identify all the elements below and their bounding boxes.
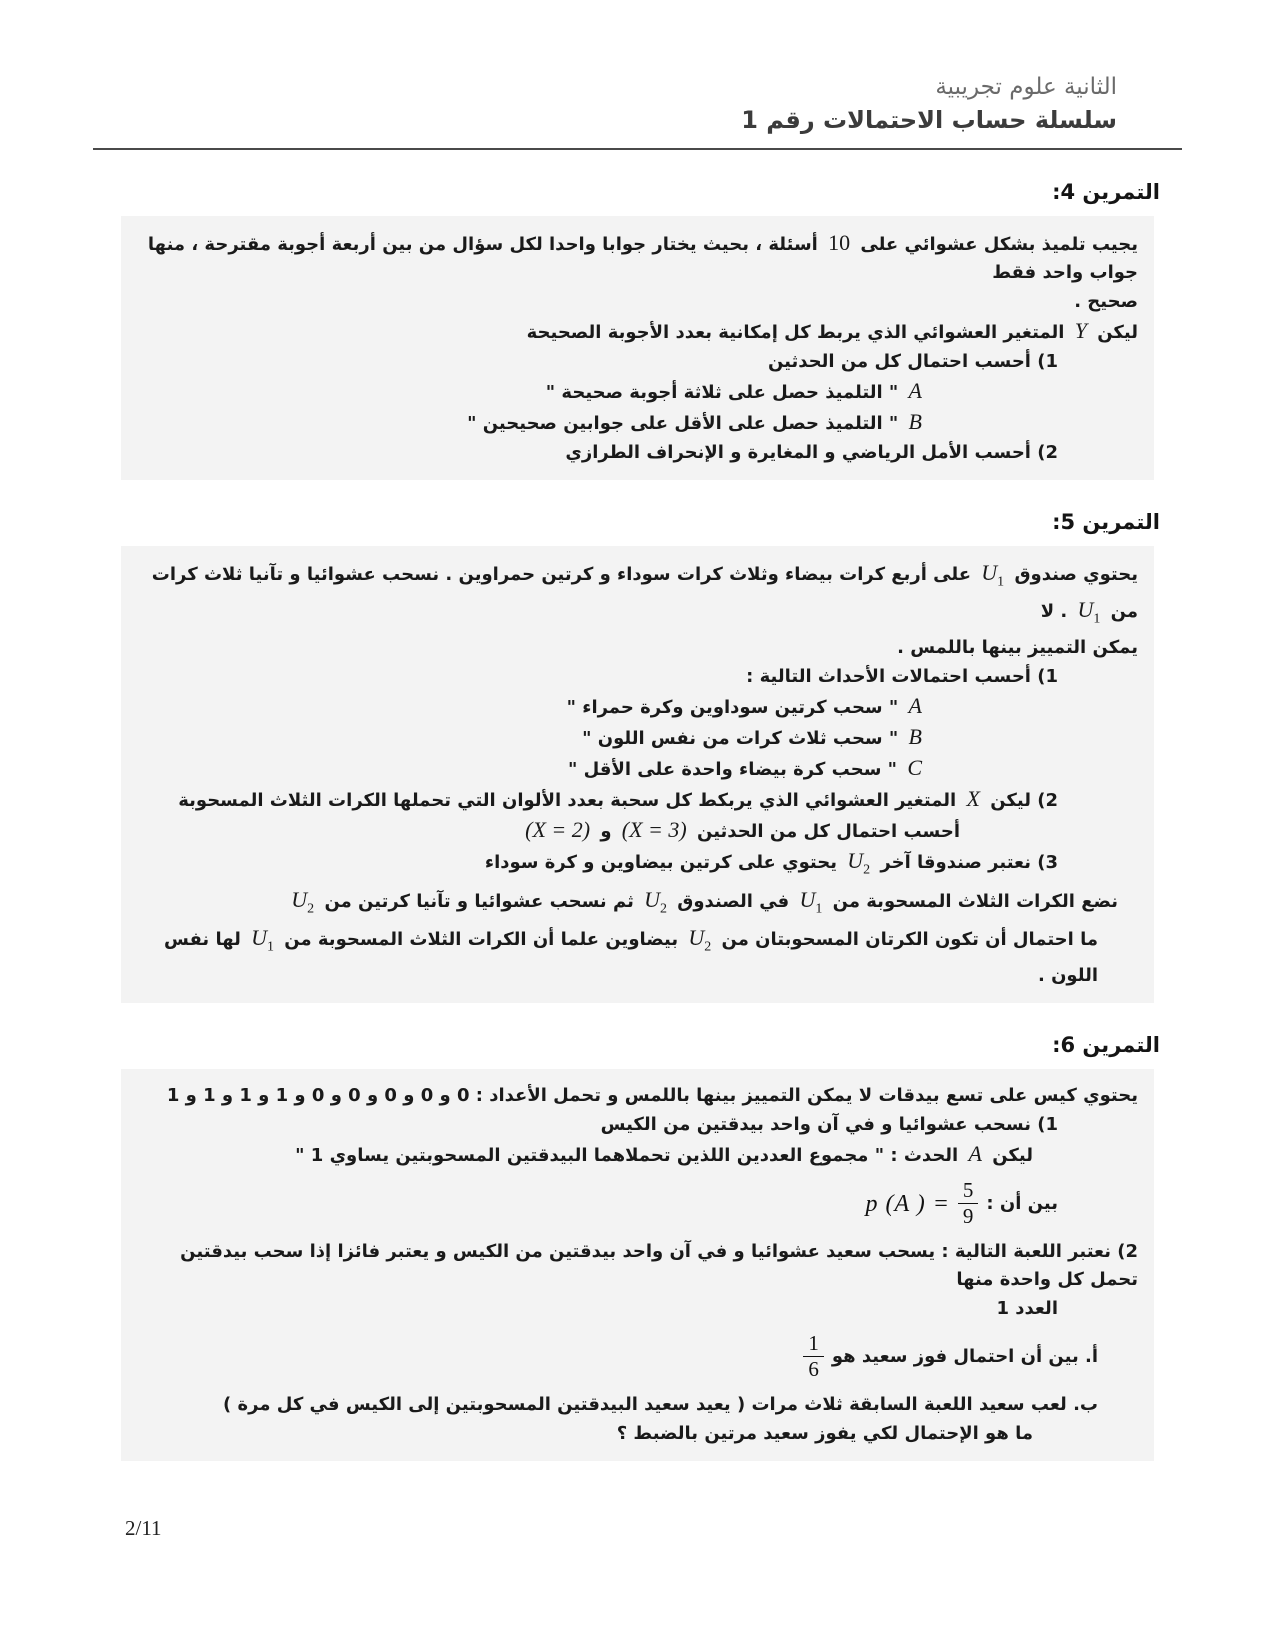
fraction-denominator: 9: [962, 1204, 974, 1229]
text-segment: أحسب احتمال كل من الحدثين: [690, 821, 960, 843]
event-definition-line: [137, 723, 1138, 753]
text-segment: ما هو الإحتمال لكي يفوز سعيد مرتين بالضبط ؟: [616, 1422, 1033, 1444]
text-segment: 3) نعتبر صندوقا آخر: [874, 852, 1058, 874]
text-line: [137, 317, 1138, 347]
list-item: [137, 1111, 1138, 1139]
text-segment: 2) أحسب الأمل الرياضي و المغايرة و الإنحراف الطرازي: [565, 441, 1058, 463]
text-segment: " سحب كرتين سوداوين وكرة حمراء ": [566, 697, 905, 719]
exercise-4-section: [93, 180, 1182, 480]
text-line: [137, 1391, 1138, 1419]
event-definition-line: [137, 754, 1138, 784]
page-footer: [125, 1516, 162, 1541]
text-segment: بين أن :: [986, 1192, 1058, 1214]
text-segment-group: [832, 1343, 1098, 1371]
text-segment: 2) نعتبر اللعبة التالية : يسحب سعيد عشوائيا و في آن واحد بيدقتين من الكيس و يعتبر فائزا إذا سحب بيدقتين تحمل كل واحدة منها: [180, 1240, 1138, 1290]
text-segment: يحتوي صندوق: [1008, 563, 1138, 585]
exercise-5-title: التمرين 5:: [1052, 509, 1160, 534]
list-item: [137, 847, 1138, 884]
text-segment: يمكن التمييز بينها باللمس .: [897, 637, 1138, 659]
math-symbol: A: [968, 1140, 982, 1166]
text-segment: على أربع كرات بيضاء وثلاث كرات سوداء و كرتين حمراوين . نسحب عشوائيا و تآنيا ثلاث كرات من: [151, 563, 1138, 622]
math-symbol: $U_1$: [1077, 596, 1101, 627]
text-segment: " سحب كرة بيضاء واحدة على الأقل ": [567, 759, 904, 781]
subscript: 2: [307, 901, 315, 917]
subscript: 2: [704, 939, 712, 955]
text-segment: العدد 1: [996, 1297, 1058, 1319]
math-symbol: 10: [828, 229, 851, 255]
math-symbol: C: [907, 755, 922, 781]
text-segment: " سحب ثلاث كرات من نفس اللون ": [582, 728, 905, 750]
math-symbol: A: [908, 693, 922, 719]
text-segment: صحيح .: [1074, 290, 1138, 312]
math-symbol: $U_2$: [688, 925, 712, 955]
text-segment: 2) ليكن: [983, 790, 1058, 812]
text-segment: ب. لعب سعيد اللعبة السابقة ثلاث مرات ( يعيد سعيد البيدقتين المسحوبتين إلى الكيس في كل مرة ): [223, 1393, 1098, 1415]
exercise-6-title: التمرين 6:: [1052, 1032, 1160, 1057]
math-symbol: A: [908, 377, 922, 403]
math-symbol: B: [908, 724, 922, 750]
text-line: [137, 559, 1138, 634]
math-symbol: (X = 3): [621, 817, 687, 843]
list-item: [137, 785, 1138, 815]
subscript: 2: [863, 862, 871, 878]
text-segment: المتغير العشوائي الذي يربط كل إمكانية بعدد الأجوبة الصحيحة: [526, 321, 1071, 343]
text-line: [137, 1082, 1138, 1110]
text-line: [137, 288, 1138, 316]
math-symbol: $U_1$: [799, 886, 823, 917]
text-line: [137, 1295, 1138, 1323]
subscript: 1: [267, 939, 275, 955]
fraction-numerator: 5: [958, 1178, 979, 1204]
subscript: 1: [1093, 611, 1101, 627]
event-definition-line: [137, 408, 1138, 438]
text-segment: ما احتمال أن تكون الكرتان المسحوبتان من: [715, 929, 1098, 951]
text-segment: الحدث : " مجموع العددين اللذين تحملاهما البيدقتين المسحوبتين يساوي 1 ": [295, 1144, 965, 1166]
math-symbol: Y: [1074, 317, 1087, 343]
list-item: [137, 663, 1138, 691]
subscript: 1: [997, 573, 1005, 589]
page-number: 2/11: [125, 1516, 162, 1540]
text-segment-group: [986, 1190, 1058, 1218]
text-segment: ثم نسحب عشوائيا و تآنيا كرتين من: [318, 890, 641, 912]
exercise-4-title: التمرين 4:: [1052, 179, 1160, 204]
text-line: [137, 924, 1138, 989]
text-segment: 1) نسحب عشوائيا و في آن واحد بيدقتين من الكيس: [600, 1113, 1058, 1135]
text-segment: ليكن: [1090, 321, 1138, 343]
text-line: [137, 1420, 1138, 1448]
text-line: [137, 634, 1138, 662]
text-segment: لها نفس اللون .: [164, 929, 1098, 986]
list-item: [137, 1238, 1138, 1294]
text-segment: 1) أحسب احتمالات الأحداث التالية :: [746, 666, 1058, 688]
text-segment: أسئلة ، بحيث يختار جوابا واحدا لكل سؤال من بين أربعة أجوبة مقترحة ، منها جواب واحد فقط: [147, 233, 1138, 283]
exercise-5-section: [93, 510, 1182, 1003]
text-segment: . لا: [1040, 600, 1074, 622]
math-symbol: $U_2$: [644, 886, 667, 917]
fraction-numerator: 1: [803, 1331, 824, 1357]
fraction: [958, 1178, 979, 1229]
text-segment: و: [594, 821, 618, 843]
list-item: [137, 348, 1138, 376]
math-symbol: $U_2$: [847, 848, 871, 878]
text-segment: 1) أحسب احتمال كل من الحدثين: [767, 350, 1058, 372]
text-line: [137, 229, 1138, 287]
text-segment: في الصندوق: [671, 890, 796, 912]
text-segment: بيضاوين علما أن الكرات الثلاث المسحوبة من: [278, 929, 685, 951]
exercise-6-section: [93, 1033, 1182, 1461]
math-symbol: $U_1$: [981, 559, 1005, 589]
list-item: [137, 439, 1138, 467]
fraction: [803, 1331, 824, 1382]
event-definition-line: [137, 377, 1138, 407]
header-class-name: الثانية علوم تجريبية: [935, 74, 1117, 100]
text-segment: يحتوي على كرتين بيضاوين و كرة سوداء: [484, 852, 844, 874]
text-segment: يجيب تلميذ بشكل عشوائي على: [854, 233, 1138, 255]
win-probability-fraction: [803, 1331, 824, 1382]
formula-line: [137, 816, 1138, 846]
document-header: [93, 74, 1182, 150]
text-segment: " التلميذ حصل على الأقل على جوابين صحيحين ": [467, 412, 905, 434]
text-segment: أ. بين أن احتمال فوز سعيد هو: [831, 1345, 1098, 1367]
exercise-5-box: [121, 546, 1154, 1003]
math-symbol: B: [908, 408, 922, 434]
text-segment: نضع الكرات الثلاث المسحوبة من: [826, 890, 1118, 912]
win-probability-line: [137, 1324, 1138, 1390]
probability-formula: [866, 1178, 979, 1229]
fraction-denominator: 6: [808, 1357, 819, 1382]
math-symbol: $U_2$: [291, 886, 315, 917]
text-line: [137, 886, 1138, 923]
formula-lhs: p (A ) =: [865, 1190, 950, 1217]
text-segment: المتغير العشوائي الذي يربكط كل سحبة بعدد الألوان التي تحملها الكرات الثلاث المسحوبة: [178, 790, 963, 812]
text-segment: يحتوي كيس على تسع بيدقات لا يمكن التمييز بينها باللمس و تحمل الأعداد : 0 و 0 و 0 و 0 و 0 و 1 و 1 و 1 و 1: [166, 1084, 1138, 1106]
event-definition-line: [137, 1140, 1138, 1170]
event-definition-line: [137, 692, 1138, 722]
text-segment: " التلميذ حصل على ثلاثة أجوبة صحيحة ": [545, 381, 905, 403]
math-symbol: $U_1$: [251, 925, 275, 955]
text-segment: ليكن: [985, 1144, 1033, 1166]
subscript: 2: [660, 901, 667, 917]
exercise-6-box: [121, 1069, 1154, 1461]
header-divider: [93, 148, 1182, 150]
math-symbol: X: [966, 786, 980, 812]
exercise-4-box: [121, 216, 1154, 480]
probability-formula-line: [137, 1171, 1138, 1237]
subscript: 1: [815, 901, 823, 917]
math-symbol: (X = 2): [525, 817, 591, 843]
header-series-title: سلسلة حساب الاحتمالات رقم 1: [741, 105, 1117, 134]
